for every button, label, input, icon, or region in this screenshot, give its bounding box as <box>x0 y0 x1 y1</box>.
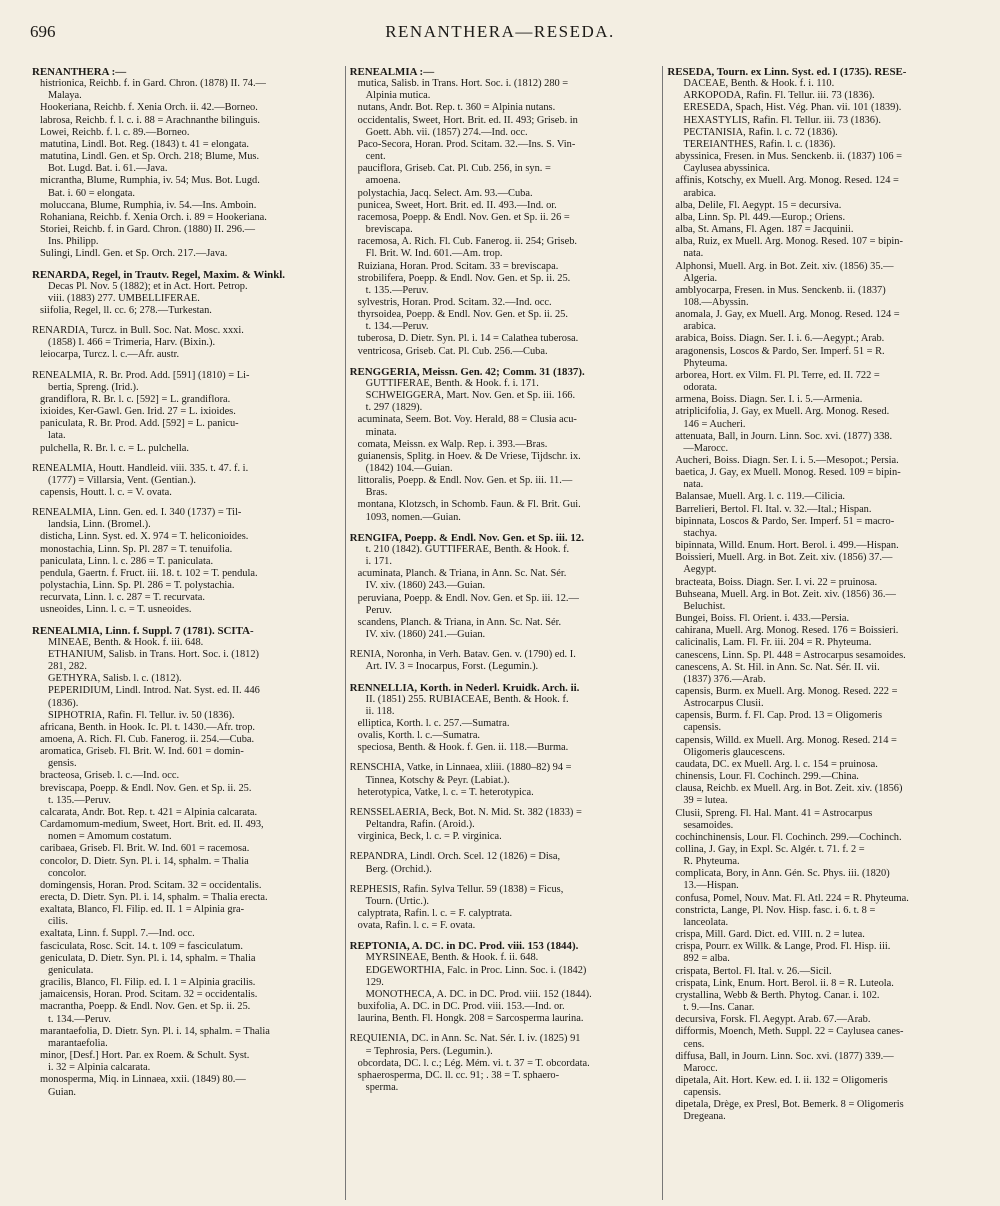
entry-line: complicata, Bory, in Ann. Gén. Sc. Phys. iii. (1820) <box>675 868 890 880</box>
entry-line: Barrelieri, Bertol. Fl. Ital. v. 32.—Ital.; Hispan. <box>675 503 872 515</box>
entry-line: grandiflora, R. Br. l. c. [592] = L. grandiflora. <box>40 393 231 405</box>
entry-line: arabica. <box>683 321 716 333</box>
entry-heading-line: RENEALMIA :— <box>349 66 435 78</box>
entry-line: breviscapa, Poepp. & Endl. Nov. Gen. et Sp. ii. 25. <box>40 782 252 794</box>
entry-heading-line: RENEALMIA, Linn. f. Suppl. 7 (1781). SCITA- <box>32 624 254 637</box>
entry-line: diffusa, Ball, in Journ. Linn. Soc. xvi. (1877) 339.— <box>675 1050 894 1062</box>
entry-line: calyptrata, Rafin. l. c. = F. calyptrata. <box>357 908 513 919</box>
entry-line: t. 134.—Peruv. <box>48 1013 111 1025</box>
dictionary-entry <box>32 269 340 318</box>
entry-line: speciosa, Benth. & Hook. f. Gen. ii. 118.—Burma. <box>357 742 569 754</box>
column-left <box>28 66 345 1200</box>
dictionary-entry <box>350 66 658 358</box>
entry-line: bipinnata, Loscos & Pardo, Ser. Imperf. 51 = macro- <box>675 515 895 527</box>
entry-line: bertia, Spreng. (Irid.). <box>48 381 139 393</box>
entry-line: thyrsoidea, Poepp. & Endl. Nov. Gen. et Sp. ii. 25. <box>357 309 568 321</box>
entry-line: sphaerosperma, DC. ll. cc. 91; . 38 = T. sphaero- <box>357 1069 560 1081</box>
entry-line: stachya. <box>683 527 718 539</box>
entry-line: capensis, Burm. ex Muell. Arg. Monog. Resed. 222 = <box>675 685 898 697</box>
entry-line: Astrocarpus Clusii. <box>683 698 764 710</box>
entry-heading-line: RENEALMIA, R. Br. Prod. Add. [591] (1810) = Li- <box>32 369 250 381</box>
entry-line: amblyocarpa, Fresen. in Mus. Senckenb. ii. (1837) <box>675 284 886 296</box>
entry-line: bipinnata, Willd. Enum. Hort. Berol. i. 499.—Hispan. <box>675 540 899 552</box>
entry-line: (1836). <box>48 697 79 709</box>
entry-line: buxifolia, A. DC. in DC. Prod. viii. 153.—Ind. or. <box>357 1001 565 1013</box>
dictionary-entry <box>350 940 658 1025</box>
entry-line: —Marocc. <box>683 442 729 454</box>
entry-line: capensis. <box>683 1087 722 1099</box>
entry-line: Aucheri, Boiss. Diagn. Ser. I. i. 5.—Mesopot.; Persia. <box>675 455 899 466</box>
entry-line: i. 32 = Alpinia calcarata. <box>48 1062 151 1074</box>
entry-line: IV. xiv. (1860) 241.—Guian. <box>365 629 486 641</box>
entry-line: moluccana, Blume, Rumphia, iv. 54.—Ins. Amboin. <box>40 199 257 211</box>
entry-line: Malaya. <box>48 90 82 102</box>
entry-line: punicea, Sweet, Hort. Brit. ed. II. 493.—Ind. or. <box>357 199 557 211</box>
entry-line: laurina, Benth. Fl. Hongk. 208 = Sarcosperma laurina. <box>357 1013 584 1025</box>
entry-heading-line: RENSSELAERIA, Beck, Bot. N. Mid. St. 382 (1833) = <box>349 806 582 818</box>
dictionary-entry <box>350 366 658 524</box>
entry-line: Buhseana, Muell. Arg. in Bot. Zeit. xiv. (1856) 36.— <box>675 588 896 600</box>
entry-line: Alpinia mutica. <box>365 90 431 102</box>
entry-heading-line: RENANTHERA :— <box>32 66 127 78</box>
dictionary-entry <box>32 370 340 455</box>
entry-line: clausa, Reichb. ex Muell. Arg. in Bot. Zeit. xiv. (1856) <box>675 783 903 795</box>
dictionary-entry <box>667 66 975 1124</box>
entry-line: labrosa, Reichb. f. l. c. i. 88 = Arachnanthe bilinguis. <box>40 114 260 126</box>
entry-line: 129. <box>365 976 384 988</box>
entry-line: collina, J. Gay, in Expl. Sc. Algér. t. 71. f. 2 = <box>675 844 865 855</box>
entry-line: cilis. <box>48 916 68 928</box>
entry-line: exaltata, Blanco, Fl. Filip. ed. II. 1 = Alpinia gra- <box>40 904 245 916</box>
entry-heading-line: RENEALMIA, Linn. Gen. ed. I. 340 (1737) = Til- <box>32 507 242 519</box>
entry-line: Beluchist. <box>683 600 726 612</box>
entry-heading-line: RENARDIA, Turcz. in Bull. Soc. Nat. Mosc. xxxi. <box>32 325 244 337</box>
entry-line: arabica. <box>683 187 716 199</box>
entry-line: leiocarpa, Turcz. l. c.—Afr. austr. <box>40 349 180 361</box>
entry-line: fasciculata, Rosc. Scit. 14. t. 109 = fasciculatum. <box>40 940 243 952</box>
entry-line: capensis. <box>683 722 722 734</box>
entry-line: arborea, Hort. ex Vilm. Fl. Pl. Terre, ed. II. 722 = <box>675 369 880 381</box>
dictionary-entry <box>350 649 658 673</box>
dictionary-entry <box>350 682 658 755</box>
entry-line: tuberosa, D. Dietr. Syn. Pl. i. 14 = Calathea tuberosa. <box>357 333 579 345</box>
entry-line: TEREIANTHES, Rafin. l. c. (1836). <box>683 138 836 150</box>
entry-line: micrantha, Blume, Rumphia, iv. 54; Mus. Bot. Lugd. <box>40 175 260 187</box>
entry-line: MONOTHECA, A. DC. in DC. Prod. viii. 152 (1844). <box>365 988 592 1000</box>
entry-line: landsia, Linn. (Bromel.). <box>48 519 151 531</box>
entry-line: PECTANISIA, Rafin. l. c. 72 (1836). <box>683 126 838 138</box>
entry-heading-line: RENNELLIA, Korth. in Nederl. Kruidk. Arch. ii. <box>349 681 580 694</box>
entry-line: heterotypica, Vatke, l. c. = T. heterotypica. <box>357 786 534 798</box>
entry-line: 281, 282. <box>48 661 87 673</box>
entry-line: cent. <box>365 151 386 163</box>
entry-line: lanceolata. <box>683 916 729 928</box>
entry-line: HEXASTYLIS, Rafin. Fl. Tellur. iii. 73 (1836). <box>683 114 881 126</box>
entry-line: t. 135.—Peruv. <box>48 794 111 806</box>
entry-line: MYRSINEAE, Benth. & Hook. f. ii. 648. <box>365 952 539 964</box>
entry-line: canescens, A. St. Hil. in Ann. Sc. Nat. Sér. II. vii. <box>675 661 880 673</box>
entry-line: Decas Pl. Nov. 5 (1882); et in Act. Hort. Petrop. <box>48 280 248 292</box>
entry-line: 108.—Abyssin. <box>683 296 749 308</box>
entry-heading-line: RENGIFA, Poepp. & Endl. Nov. Gen. et Sp. iii. 12. <box>349 531 584 544</box>
entry-line: decursiva, Forsk. Fl. Aegypt. Arab. 67.—Arab. <box>675 1014 871 1026</box>
entry-line: crispata, Bertol. Fl. Ital. v. 26.—Sicil. <box>675 965 832 977</box>
entry-line: 892 = alba. <box>683 953 730 965</box>
entry-line: peruviana, Poepp. & Endl. Nov. Gen. et Sp. iii. 12.— <box>357 592 579 604</box>
column-right <box>662 66 980 1200</box>
dictionary-entry <box>32 463 340 499</box>
entry-heading-line: RENARDA, Regel, in Trautv. Regel, Maxim. & Winkl. <box>32 268 286 281</box>
entry-line: nutans, Andr. Bot. Rep. t. 360 = Alpinia nutans. <box>357 102 556 114</box>
dictionary-entry <box>32 625 340 1099</box>
entry-line: (1842) 104.—Guian. <box>365 463 453 474</box>
entry-line: recurvata, Linn. l. c. 287 = T. recurvata. <box>40 592 206 604</box>
entry-line: dipetala, Ait. Hort. Kew. ed. I. ii. 132 = Oligomeris <box>675 1074 888 1086</box>
entry-line: Tinnea, Kotschy & Peyr. (Labiat.). <box>365 774 510 786</box>
entry-line: DACEAE, Benth. & Hook. f. i. 110. <box>683 78 835 90</box>
entry-line: sesamoides. <box>683 819 734 831</box>
entry-line: Peruv. <box>365 604 392 616</box>
entry-line: acuminata, Seem. Bot. Voy. Herald, 88 = Clusia acu- <box>357 414 577 426</box>
entry-line: arabica, Boiss. Diagn. Ser. I. i. 6.—Aegypt.; Arab. <box>675 333 885 345</box>
page-header <box>30 22 970 46</box>
entry-line: concolor, D. Dietr. Syn. Pl. i. 14, sphalm. = Thalia <box>40 855 249 867</box>
entry-line: littoralis, Poepp. & Endl. Nov. Gen. et Sp. iii. 11.— <box>357 475 573 487</box>
entry-line: amoena. <box>365 175 401 187</box>
entry-line: Bras. <box>365 487 388 499</box>
entry-line: abyssinica, Fresen. in Mus. Senckenb. ii. (1837) 106 = <box>675 151 902 163</box>
entry-line: Dregeana. <box>683 1111 726 1123</box>
entry-line: ARKOPODA, Rafin. Fl. Tellur. iii. 73 (1836). <box>683 90 875 102</box>
entry-line: exaltata, Linn. f. Suppl. 7.—Ind. occ. <box>40 928 195 940</box>
entry-line: SCHWEIGGERA, Mart. Nov. Gen. et Sp. iii. 166. <box>365 390 576 402</box>
entry-line: mutica, Salisb. in Trans. Hort. Soc. i. (1812) 280 = <box>357 78 569 90</box>
entry-heading-line: RENEALMIA, Houtt. Handleid. viii. 335. t. 47. f. i. <box>32 462 249 474</box>
entry-line: bracteosa, Griseb. l. c.—Ind. occ. <box>40 770 180 782</box>
entry-line: ventricosa, Griseb. Cat. Pl. Cub. 256.—Cuba. <box>357 345 548 357</box>
entry-line: breviscapa. <box>365 224 413 236</box>
entry-line: marantaefolia. <box>48 1037 108 1049</box>
entry-line: nomen = Amomum costatum. <box>48 831 172 843</box>
entry-line: Algeria. <box>683 272 718 284</box>
entry-line: crispa, Pourr. ex Willk. & Lange, Prod. Fl. Hisp. iii. <box>675 941 891 953</box>
entry-line: usneoides, Linn. l. c. = T. usneoides. <box>40 604 192 616</box>
entry-line: Tourn. (Urtic.). <box>365 895 429 907</box>
dictionary-entry <box>350 851 658 875</box>
entry-line: t. 297 (1829). <box>365 402 423 414</box>
entry-line: gracilis, Blanco, Fl. Filip. ed. I. 1 = Alpinia gracilis. <box>40 977 256 989</box>
dictionary-entry <box>350 532 658 641</box>
entry-line: calicinalis, Lam. Fl. Fr. iii. 204 = R. Phyteuma. <box>675 637 872 649</box>
entry-line: Cardamomum-medium, Sweet, Hort. Brit. ed. II. 493, <box>40 819 264 831</box>
dictionary-entry <box>350 762 658 798</box>
dictionary-entry <box>32 66 340 261</box>
entry-heading-line: REPHESIS, Rafin. Sylva Tellur. 59 (1838) = Ficus, <box>349 883 564 895</box>
entry-line: pendula, Gaertn. f. Fruct. iii. 18. t. 102 = T. pendula. <box>40 567 258 579</box>
entry-line: Bat. i. 60 = elongata. <box>48 187 135 199</box>
entry-line: polystachia, Jacq. Select. Am. 93.—Cuba. <box>357 187 533 199</box>
entry-line: marantaefolia, D. Dietr. Syn. Pl. i. 14, sphalm. = Thalia <box>40 1025 270 1037</box>
entry-line: ovata, Rafin. l. c. = F. ovata. <box>357 920 476 932</box>
entry-line: 1093, nomen.—Guian. <box>365 511 461 523</box>
entry-line: aragonensis, Loscos & Pardo, Ser. Imperf. 51 = R. <box>675 345 885 357</box>
entry-line: Hookeriana, Reichb. f. Xenia Orch. ii. 42.—Borneo. <box>40 102 258 114</box>
entry-line: matutina, Lindl. Gen. et Sp. Orch. 218; Blume, Mus. <box>40 151 260 163</box>
entry-line: ERESEDA, Spach, Hist. Vég. Phan. vii. 101 (1839). <box>683 102 902 114</box>
entry-line: macrantha, Poepp. & Endl. Nov. Gen. et Sp. ii. 25. <box>40 1001 251 1013</box>
running-head: RENANTHERA—RESEDA. <box>385 22 615 41</box>
entry-line: nata. <box>683 479 704 491</box>
entry-line: crystallina, Webb & Berth. Phytog. Canar. i. 102. <box>675 989 880 1001</box>
entry-line: GETHYRA, Salisb. l. c. (1812). <box>48 673 182 685</box>
entry-line: Clusii, Spreng. Fl. Hal. Mant. 41 = Astrocarpus <box>675 807 873 819</box>
entry-line: (1858) I. 466 = Trimeria, Harv. (Bixin.). <box>48 337 216 349</box>
entry-line: attenuata, Ball, in Journ. Linn. Soc. xvi. (1877) 338. <box>675 430 893 442</box>
entry-line: IV. xiv. (1860) 243.—Guian. <box>365 580 486 592</box>
entry-line: SIPHOTRIA, Rafin. Fl. Tellur. iv. 50 (1836). <box>48 709 235 721</box>
entry-line: alba, Ruiz, ex Muell. Arg. Monog. Resed. 107 = bipin- <box>675 236 903 248</box>
entry-line: geniculata, D. Dietr. Syn. Pl. i. 14, sphalm. = Thalia <box>40 952 256 964</box>
entry-line: Guian. <box>48 1086 76 1098</box>
entry-line: Bot. Lugd. Bat. i. 61.—Java. <box>48 163 168 175</box>
entry-heading-line: RENGGERIA, Meissn. Gen. 42; Comm. 31 (1837). <box>349 365 585 378</box>
entry-line: monostachia, Linn. Sp. Pl. 287 = T. tenuifolia. <box>40 543 233 555</box>
entry-line: erecta, D. Dietr. Syn. Pl. i. 14, sphalm. = Thalia erecta. <box>40 892 268 903</box>
entry-line: racemosa, Poepp. & Endl. Nov. Gen. et Sp. ii. 26 = <box>357 211 570 223</box>
entry-line: Lowei, Reichb. f. l. c. 89.—Borneo. <box>40 126 190 138</box>
entry-line: canescens, Linn. Sp. Pl. 448 = Astrocarpus sesamoides. <box>675 649 906 661</box>
entry-line: t. 134.—Peruv. <box>365 321 429 333</box>
entry-line: Marocc. <box>683 1062 718 1074</box>
entry-line: anomala, J. Gay, ex Muell. Arg. Monog. Resed. 124 = <box>675 309 900 321</box>
entry-line: Storiei, Reichb. f. in Gard. Chron. (1880) II. 296.— <box>40 224 255 236</box>
entry-line: affinis, Kotschy, ex Muell. Arg. Monog. Resed. 124 = <box>675 175 899 187</box>
entry-heading-line: REPANDRA, Lindl. Orch. Scel. 12 (1826) = Disa, <box>349 851 561 863</box>
entry-line: pulchella, R. Br. l. c. = L. pulchella. <box>40 442 189 454</box>
entry-line: Phyteuma. <box>683 357 728 369</box>
entry-line: GUTTIFERAE, Benth. & Hook. f. i. 171. <box>365 377 539 389</box>
entry-line: Goett. Abh. vii. (1857) 274.—Ind. occ. <box>365 126 528 138</box>
entry-line: t. 9.—Ins. Canar. <box>683 1002 755 1014</box>
entry-line: domingensis, Horan. Prod. Scitam. 32 = occidentalis. <box>40 879 262 891</box>
entry-line: minor, [Desf.] Hort. Par. ex Roem. & Schult. Syst. <box>40 1050 250 1062</box>
column-middle <box>345 66 663 1200</box>
entry-heading-line: RESEDA, Tourn. ex Linn. Syst. ed. I (1735). RESE- <box>667 66 907 78</box>
dictionary-entry <box>350 807 658 843</box>
entry-line: alba, Delile, Fl. Aegypt. 15 = decursiva. <box>675 199 842 211</box>
entry-line: II. (1851) 255. RUBIACEAE, Benth. & Hook. f. <box>365 693 569 705</box>
entry-line: elliptica, Korth. l. c. 257.—Sumatra. <box>357 717 510 729</box>
entry-line: calcarata, Andr. Bot. Rep. t. 421 = Alpinia calcarata. <box>40 806 258 818</box>
entry-line: Sulingi, Lindl. Gen. et Sp. Orch. 217.—Java. <box>40 248 228 260</box>
dictionary-entry <box>350 884 658 933</box>
entry-line: Alphonsi, Muell. Arg. in Bot. Zeit. xiv. (1856) 35.— <box>675 260 894 272</box>
entry-line: cochinchinensis, Lour. Fl. Cochinch. 299.—Cochinch. <box>675 831 902 843</box>
text-columns <box>28 66 980 1200</box>
entry-line: capensis, Willd. ex Muell. Arg. Monog. Resed. 214 = <box>675 734 897 746</box>
entry-line: Bungei, Boiss. Fl. Orient. i. 433.—Persia. <box>675 613 850 625</box>
entry-heading-line: RENIA, Noronha, in Verh. Batav. Gen. v. (1790) ed. I. <box>349 649 576 661</box>
entry-line: bracteata, Boiss. Diagn. Ser. I. vi. 22 = pruinosa. <box>675 576 878 588</box>
entry-line: racemosa, A. Rich. Fl. Cub. Fanerog. ii. 254; Griseb. <box>357 236 578 248</box>
entry-line: R. Phyteuma. <box>683 856 740 868</box>
entry-line: crispa, Mill. Gard. Dict. ed. VIII. n. 2 = lutea. <box>675 929 865 941</box>
entry-line: sperma. <box>365 1082 399 1094</box>
entry-line: disticha, Linn. Syst. ed. X. 974 = T. heliconioides. <box>40 531 249 543</box>
entry-line: ovalis, Korth. l. c.—Sumatra. <box>357 730 481 742</box>
entry-line: difformis, Moench, Meth. Suppl. 22 = Caylusea canes- <box>675 1026 904 1038</box>
entry-line: t. 210 (1842). GUTTIFERAE, Benth. & Hook. f. <box>365 543 570 555</box>
entry-line: confusa, Pomel, Nouv. Mat. Fl. Atl. 224 = R. Phyteuma. <box>675 892 909 904</box>
entry-line: virginica, Beck, l. c. = P. virginica. <box>357 831 502 843</box>
entry-line: Oligomeris glaucescens. <box>683 746 785 758</box>
entry-line: Fl. Brit. W. Ind. 601.—Am. trop. <box>365 248 503 260</box>
entry-line: chinensis, Lour. Fl. Cochinch. 299.—China. <box>675 771 859 783</box>
entry-line: strobilifera, Poepp. & Endl. Nov. Gen. et Sp. ii. 25. <box>357 272 571 284</box>
entry-line: guianensis, Splitg. in Hoev. & De Vriese, Tijdschr. ix. <box>357 450 581 462</box>
entry-line: lata. <box>48 430 66 442</box>
entry-line: Berg. (Orchid.). <box>365 863 432 875</box>
entry-line: ETHANIUM, Salisb. in Trans. Hort. Soc. i. (1812) <box>48 648 259 660</box>
dictionary-entry <box>32 507 340 616</box>
entry-line: PEPERIDIUM, Lindl. Introd. Nat. Syst. ed. II. 446 <box>48 685 260 697</box>
entry-line: atriplicifolia, J. Gay, ex Muell. Arg. Monog. Resed. <box>675 406 890 418</box>
entry-line: 146 = Aucheri. <box>683 418 746 430</box>
dictionary-entry <box>350 1033 658 1094</box>
entry-line: polystachia, Linn. Sp. Pl. 286 = T. polystachia. <box>40 580 235 592</box>
entry-line: Rohaniana, Reichb. f. Xenia Orch. i. 89 = Hookeriana. <box>40 211 267 223</box>
entry-line: cahirana, Muell. Arg. Monog. Resed. 176 = Boissieri. <box>675 625 899 637</box>
entry-line: paniculata, R. Br. Prod. Add. [592] = L. panicu- <box>40 418 239 430</box>
entry-line: comata, Meissn. ex Walp. Rep. i. 393.—Bras. <box>357 438 548 450</box>
entry-line: minata. <box>365 426 397 438</box>
entry-line: amoena, A. Rich. Fl. Cub. Fanerog. ii. 254.—Cuba. <box>40 733 255 745</box>
entry-line: Art. IV. 3 = Inocarpus, Forst. (Legumin.). <box>365 661 539 673</box>
entry-line: aromatica, Griseb. Fl. Brit. W. Ind. 601 = domin- <box>40 746 244 758</box>
entry-line: (1777) = Villarsia, Vent. (Gentian.). <box>48 474 196 486</box>
entry-line: EDGEWORTHIA, Falc. in Proc. Linn. Soc. i. (1842) <box>365 964 587 976</box>
entry-line: africana, Benth. in Hook. Ic. Pl. t. 1430.—Afr. trop. <box>40 721 255 733</box>
entry-line: armena, Boiss. Diagn. Ser. I. i. 5.—Armenia. <box>675 394 863 406</box>
entry-heading-line: REQUIENIA, DC. in Ann. Sc. Nat. Sér. I. iv. (1825) 91 <box>349 1033 581 1045</box>
entry-heading-line: RENSCHIA, Vatke, in Linnaea, xliii. (1880–82) 94 = <box>349 762 572 774</box>
entry-line: matutina, Lindl. Bot. Reg. (1843) t. 41 = elongata. <box>40 138 250 150</box>
entry-line: 13.—Hispan. <box>683 880 739 892</box>
entry-line: alba, St. Amans, Fl. Agen. 187 = Jacquinii. <box>675 224 854 236</box>
entry-line: scandens, Planch. & Triana, in Ann. Sc. Nat. Sér. <box>357 616 562 628</box>
entry-line: pauciflora, Griseb. Cat. Pl. Cub. 256, in syn. = <box>357 163 551 175</box>
entry-line: MINEAE, Benth. & Hook. f. iii. 648. <box>48 636 204 648</box>
entry-line: baetica, J. Gay, ex Muell. Monog. Resed. 109 = bipin- <box>675 467 901 479</box>
entry-line: odorata. <box>683 382 718 394</box>
entry-line: viii. (1883) 277. UMBELLIFERAE. <box>48 292 200 304</box>
entry-line: caudata, DC. ex Muell. Arg. l. c. 154 = pruinosa. <box>675 758 878 770</box>
entry-line: alba, Linn. Sp. Pl. 449.—Europ.; Oriens. <box>675 211 846 223</box>
entry-line: concolor. <box>48 867 87 879</box>
entry-line: sylvestris, Horan. Prod. Scitam. 32.—Ind. occ. <box>357 296 552 308</box>
entry-line: obcordata, DC. l. c.; Lég. Mém. vi. t. 37 = T. obcordata. <box>357 1057 590 1069</box>
entry-line: Peltandra, Rafin. (Aroid.). <box>365 819 475 831</box>
entry-heading-line: REPTONIA, A. DC. in DC. Prod. viii. 153 (1844). <box>349 940 579 953</box>
entry-line: gensis. <box>48 758 77 770</box>
entry-line: constricta, Lange, Pl. Nov. Hisp. fasc. i. 6. t. 8 = <box>675 904 876 916</box>
entry-line: Ins. Philipp. <box>48 236 99 248</box>
entry-line: capensis, Burm. f. Fl. Cap. Prod. 13 = Oligomeris <box>675 710 883 722</box>
entry-line: monosperma, Miq. in Linnaea, xxii. (1849) 80.— <box>40 1074 246 1086</box>
entry-line: geniculata. <box>48 964 94 976</box>
entry-line: siifolia, Regel, ll. cc. 6; 278.—Turkestan. <box>40 304 212 316</box>
entry-line: Boissieri, Muell. Arg. in Bot. Zeit. xiv. (1856) 37.— <box>675 552 893 564</box>
entry-line: Ruiziana, Horan. Prod. Scitam. 33 = breviscapa. <box>357 260 559 272</box>
entry-line: acuminata, Planch. & Triana, in Ann. Sc. Nat. Sér. <box>357 568 567 580</box>
dictionary-entry <box>32 325 340 361</box>
entry-line: t. 135.—Peruv. <box>365 284 429 296</box>
entry-line: Balansae, Muell. Arg. l. c. 119.—Cilicia. <box>675 491 846 503</box>
entry-line: ixioides, Ker-Gawl. Gen. Irid. 27 = L. ixioides. <box>40 406 236 418</box>
entry-line: Paco-Secora, Horan. Prod. Scitam. 32.—Ins. S. Vin- <box>357 138 576 150</box>
entry-line: = Tephrosia, Pers. (Legumin.). <box>365 1045 493 1057</box>
entry-line: (1837) 376.—Arab. <box>683 673 766 685</box>
entry-line: jamaicensis, Horan. Prod. Scitam. 32 = occidentalis. <box>40 989 258 1001</box>
entry-line: dipetala, Drège, ex Presl, Bot. Bemerk. 8 = Oligomeris <box>675 1099 904 1111</box>
entry-line: paniculata, Linn. l. c. 286 = T. paniculata. <box>40 555 214 567</box>
entry-line: occidentalis, Sweet, Hort. Brit. ed. II. 493; Griseb. in <box>357 114 578 126</box>
entry-line: caribaea, Griseb. Fl. Brit. W. Ind. 601 = racemosa. <box>40 843 250 855</box>
page-number: 696 <box>30 22 56 41</box>
entry-line: montana, Klotzsch, in Schomb. Faun. & Fl. Brit. Gui. <box>357 499 581 511</box>
entry-line: histrionica, Reichb. f. in Gard. Chron. (1878) II. 74.— <box>40 78 266 90</box>
entry-line: 39 = lutea. <box>683 795 728 807</box>
entry-line: ii. 118. <box>365 705 395 717</box>
entry-line: i. 171. <box>365 556 392 568</box>
entry-line: nata. <box>683 248 704 260</box>
entry-line: Aegypt. <box>683 564 717 576</box>
entry-line: Caylusea abyssinica. <box>683 163 770 175</box>
entry-line: capensis, Houtt. l. c. = V. ovata. <box>40 487 172 498</box>
entry-line: cens. <box>683 1038 705 1050</box>
entry-line: crispata, Link, Enum. Hort. Berol. ii. 8 = R. Luteola. <box>675 977 894 989</box>
